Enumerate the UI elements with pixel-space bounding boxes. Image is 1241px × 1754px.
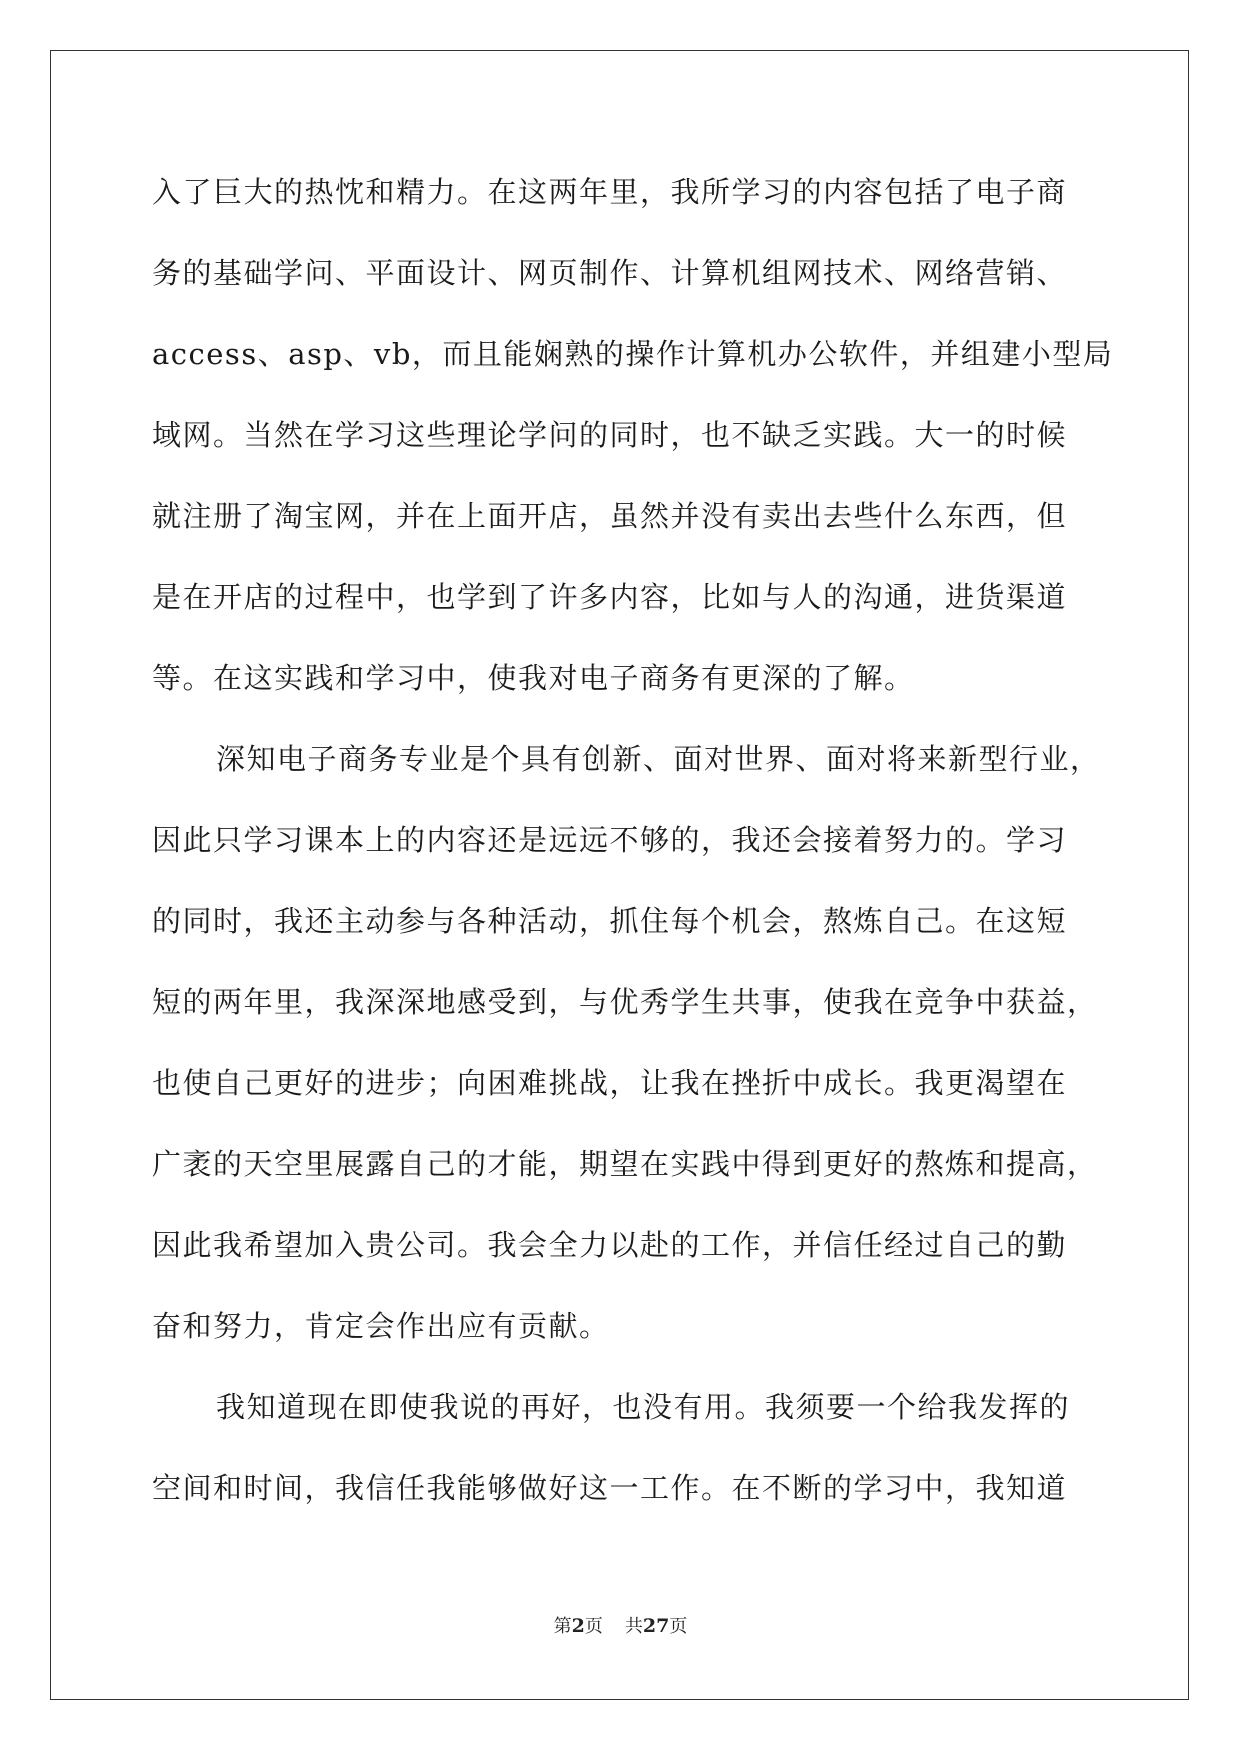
text-line: 务的基础学问、平面设计、网页制作、计算机组网技术、网络营销、	[152, 256, 1068, 290]
page-footer	[0, 1612, 1241, 1638]
total-page-count: 27	[642, 1615, 670, 1637]
text-line: 也使自己更好的进步；向困难挑战，让我在挫折中成长。我更渴望在	[152, 1066, 1068, 1100]
text-line: 因此我希望加入贵公司。我会全力以赴的工作，并信任经过自己的勤	[152, 1228, 1068, 1262]
text-line: 短的两年里，我深深地感受到，与优秀学生共事，使我在竞争中获益，	[152, 985, 1098, 1019]
paragraph-first-line: 我知道现在即使我说的再好，也没有用。我须要一个给我发挥的	[216, 1390, 1071, 1424]
text-line: 空间和时间，我信任我能够做好这一工作。在不断的学习中，我知道	[152, 1471, 1068, 1505]
text-line: 因此只学习课本上的内容还是远远不够的，我还会接着努力的。学习	[152, 823, 1068, 857]
current-page-number: 2	[571, 1615, 585, 1637]
body-text	[152, 152, 1114, 1529]
text-line: 就注册了淘宝网，并在上面开店，虽然并没有卖出去些什么东西，但	[152, 499, 1068, 533]
text-line: 奋和努力，肯定会作出应有贡献。	[152, 1309, 610, 1343]
text-line: 广袤的天空里展露自己的才能，期望在实践中得到更好的熬炼和提高，	[152, 1147, 1098, 1181]
text-line: 的同时，我还主动参与各种活动，抓住每个机会，熬炼自己。在这短	[152, 904, 1068, 938]
footer-prefix: 第	[553, 1616, 572, 1637]
footer-total-prefix: 共	[624, 1616, 643, 1637]
text-line: 域网。当然在学习这些理论学问的同时，也不缺乏实践。大一的时候	[152, 418, 1068, 452]
paragraph-first-line: 深知电子商务专业是个具有创新、面对世界、面对将来新型行业，	[216, 742, 1101, 776]
text-line: 是在开店的过程中，也学到了许多内容，比如与人的沟通，进货渠道	[152, 580, 1068, 614]
text-line: 入了巨大的热忱和精力。在这两年里，我所学习的内容包括了电子商	[152, 175, 1068, 209]
text-line: access、asp、vb，而且能娴熟的操作计算机办公软件，并组建小型局	[152, 337, 1114, 371]
footer-total-suffix: 页	[669, 1616, 688, 1637]
footer-page-suffix: 页	[584, 1616, 603, 1637]
text-line: 等。在这实践和学习中，使我对电子商务有更深的了解。	[152, 661, 915, 695]
